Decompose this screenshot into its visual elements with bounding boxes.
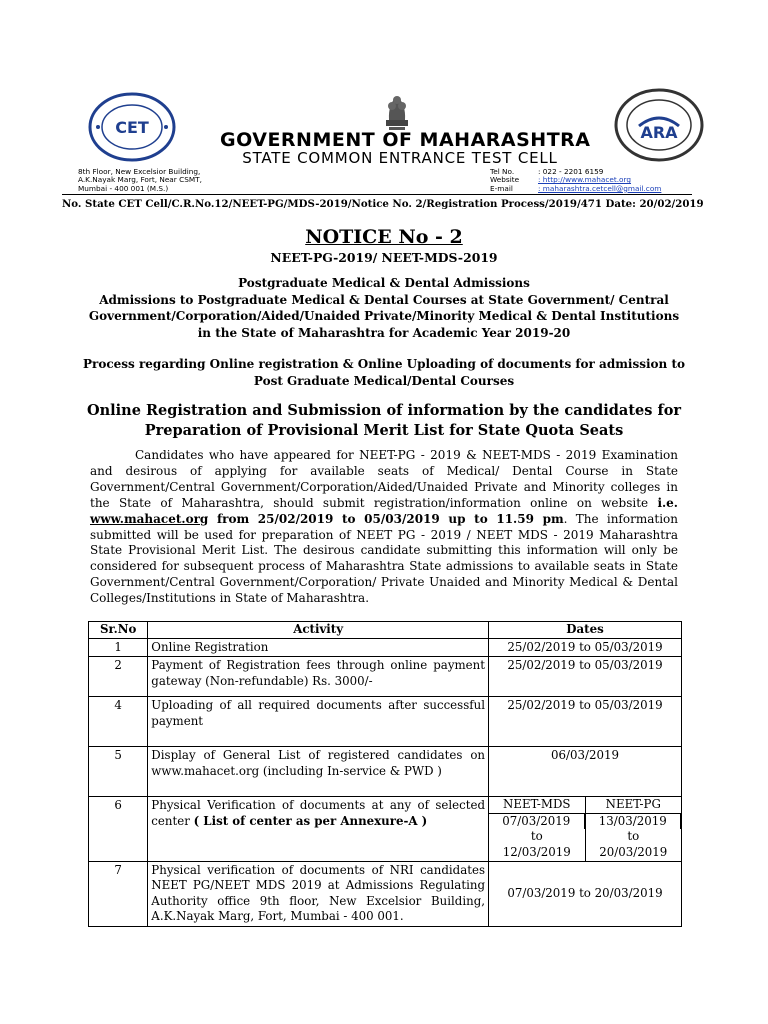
process-line: Post Graduate Medical/Dental Courses [253,374,515,388]
online-line: Online Registration and Submission of information by the candidates for [86,402,682,419]
office-address [78,168,202,193]
dates-cell: 25/02/2019 to 05/03/2019 [489,638,682,657]
reference-number: No. State CET Cell/C.R.No.12/NEET-PG/MDS-2019/Notice No. 2/Registration Process/2019/471 Date: 20/02/2019 [62,198,704,210]
table-row [89,638,682,657]
sr-cell: 6 [89,797,148,861]
paragraph-ie: i.e. [657,495,678,510]
table-row [89,697,682,747]
dates-header: Dates [489,622,682,639]
dates-cell: 06/03/2019 [489,747,682,797]
activity-cell [148,797,489,861]
pg-to-word: to [627,829,640,844]
sr-header: Sr.No [89,622,148,639]
website-label: Website [490,175,520,185]
sr-cell: 4 [89,697,148,747]
table-row [89,747,682,797]
sr-cell: 1 [89,638,148,657]
table-row [89,861,682,926]
activity-cell: Payment of Registration fees through online payment gateway (Non-refundable) Rs. 3000/- [148,657,489,697]
contact-details [490,168,661,193]
pg-to-date: 20/03/2019 [599,844,668,859]
admissions-heading [60,275,708,341]
address-line: Mumbai - 400 001 (M.S.) [78,183,169,193]
mds-to-date: 12/03/2019 [502,844,571,859]
admissions-line: Government/Corporation/Aided/Unaided Private/Minority Medical & Dental Institutions [88,309,680,323]
paragraph-part2: . The information submitted will be used for preparation of NEET PG - 2019 / NEET MDS - 2019 Maharashtra State Provisional Merit List. The desirous candidate submitting this information will only be considered for subsequent process of Maharashtra State admissions to available seats in State Government/Central Government/Corporation/ Private Unaided and Minority Medical & Dental Colleges/Institutions in State of Maharashtra. [90,511,678,606]
pg-from-date: 13/03/2019 [586,814,682,830]
ara-logo-icon [614,88,704,162]
ara-logo-text: ARA [640,123,678,142]
neet-mds-label: NEET-MDS [489,797,586,813]
activity-cell: Display of General List of registered candidates on www.mahacet.org (including In-service & PWD ) [148,747,489,797]
neet-pg-label: NEET-PG [605,797,661,812]
cet-logo-text: CET [115,118,149,137]
dates-cell: 25/02/2019 to 05/03/2019 [489,657,682,697]
process-line: Process regarding Online registration & Online Uploading of documents for admission to [82,357,685,371]
activity-text: Physical Verification of documents at any of selected center [151,798,486,828]
tel-value: : 022 - 2201 6159 [538,167,604,176]
mds-to-word: to [530,829,543,844]
exam-title: NEET-PG-2019/ NEET-MDS-2019 [270,250,498,265]
schedule-table [88,621,682,927]
body-paragraph [90,448,678,607]
dates-split-cell [489,797,682,861]
address-line: A.K.Nayak Marg, Fort, Near CSMT, [78,175,202,185]
neet-pg-dates [586,814,682,861]
activity-cell: Online Registration [148,638,489,657]
cell-title: STATE COMMON ENTRANCE TEST CELL [242,149,558,167]
letterhead [0,0,768,210]
admissions-line: Admissions to Postgraduate Medical & Dental Courses at State Government/ Central [99,292,669,307]
website-link[interactable]: : http://www.mahacet.org [538,175,632,185]
tel-label: Tel No. [490,167,515,176]
dates-cell: 25/02/2019 to 05/03/2019 [489,697,682,747]
activity-cell: Physical verification of documents of NRI candidates NEET PG/NEET MDS 2019 at Admissions Regulating Authority office 9th floor, New Excelsior Building, A.K.Nayak Marg, Fort, Mumbai - 400 001. [148,861,489,926]
activity-cell: Uploading of all required documents after successful payment [148,697,489,747]
paragraph-part1: Candidates who have appeared for NEET-PG - 2019 & NEET-MDS - 2019 Examination and desirous of applying for available seats of Medical/ Dental Course in State Government/Central Government/Corporation/Aided/Unaided Private and Minority colleges in the State of Maharashtra, should submit registration/information online on website [90,448,678,510]
online-heading [60,401,708,441]
website-url[interactable]: www.mahacet.org [90,511,209,526]
activity-header: Activity [148,622,489,639]
dates-cell: 07/03/2019 to 20/03/2019 [489,861,682,926]
table-row [89,657,682,697]
email-link[interactable]: : maharashtra.cetcell@gmail.com [538,183,662,193]
table-header-row [89,622,682,639]
process-heading [60,356,708,390]
neet-mds-dates [489,814,586,861]
address-line: 8th Floor, New Excelsior Building, [78,167,201,176]
mds-from-date: 07/03/2019 [489,814,585,830]
government-title: GOVERNMENT OF MAHARASHTRA [220,129,591,151]
sr-cell: 2 [89,657,148,697]
letterhead-divider [62,194,692,195]
admissions-line: Postgraduate Medical & Dental Admissions [238,276,530,290]
sr-cell: 7 [89,861,148,926]
registration-dates: from 25/02/2019 to 05/03/2019 up to 11.59 pm [208,511,564,526]
annexure-reference: ( List of center as per Annexure-A ) [193,813,428,828]
cet-logo-icon [88,92,176,162]
national-emblem-icon [380,90,414,134]
sr-cell: 5 [89,747,148,797]
table-row [89,797,682,861]
admissions-line: in the State of Maharashtra for Academic Year 2019-20 [197,325,571,340]
notice-title: NOTICE No - 2 [305,226,463,248]
email-label: E-mail [490,183,513,193]
online-line: Preparation of Provisional Merit List for State Quota Seats [144,422,624,439]
